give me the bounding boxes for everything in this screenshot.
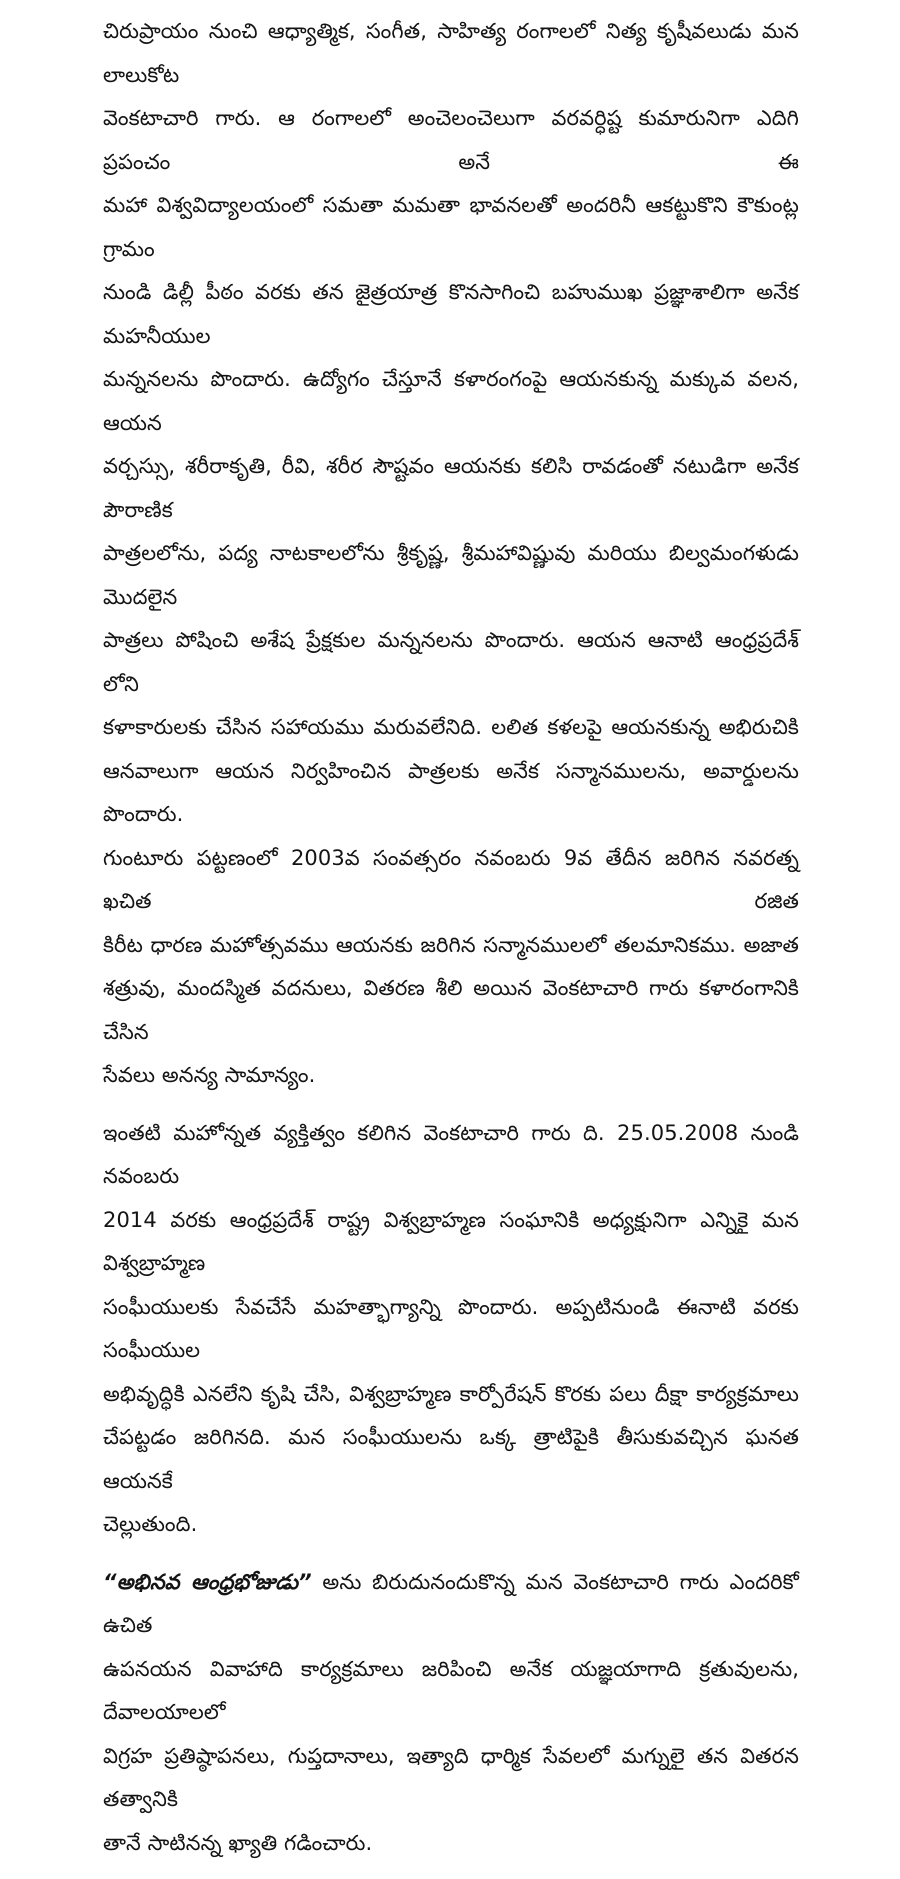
title-phrase: “అభినవ ఆంధ్రభోజుడు”: [103, 1569, 312, 1594]
paragraph: [103, 1561, 799, 1866]
text-line: [103, 271, 799, 358]
line-text: కిరీట ధారణ మహోత్సవము ఆయనకు జరిగిన సన్మానములలో తలమానికము. అజాత: [103, 932, 799, 957]
text-line: [103, 1054, 799, 1098]
line-text: సంఘీయులకు సేవచేసే మహత్భాగ్యాన్ని పొందారు. అప్పటినుండి ఈనాటి వరకు సంఘీయుల: [103, 1294, 799, 1362]
paragraph: [103, 10, 799, 1098]
text-line: [103, 1561, 799, 1648]
line-text: అను బిరుదునందుకొన్న మన వెంకటాచారి గారు ఎందరికో ఉచిత: [103, 1569, 799, 1637]
text-line: [103, 532, 799, 619]
line-text: మన్ననలను పొందారు. ఉద్యోగం చేస్తూనే కళారంగంపై ఆయనకున్న మక్కువ వలన, ఆయన: [103, 367, 799, 435]
text-line: [103, 1735, 799, 1822]
text-line: [103, 1199, 799, 1286]
line-text: చిరుప్రాయం నుంచి ఆధ్యాత్మిక, సంగీత, సాహిత్య రంగాలలో నిత్య కృషీవలుడు మన లాలుకోట: [103, 19, 799, 87]
text-line: [103, 706, 799, 750]
text-line: [103, 750, 799, 837]
line-text: చేపట్టడం జరిగినది. మన సంఘీయులను ఒక్క త్రాటిపైకి తీసుకువచ్చిన ఘనత ఆయనకే: [103, 1425, 799, 1493]
line-text: సేవలు అనన్య సామాన్యం.: [103, 1063, 316, 1087]
line-text: వెంకటాచారి గారు. ఆ రంగాలలో అంచెలంచెలుగా వరవర్ధిష్ట కుమారునిగా ఎదిగి ప్రపంచం అనే ఈ: [103, 106, 799, 174]
line-text: ఇంతటి మహోన్నత వ్యక్తిత్వం కలిగిన వెంకటాచారి గారు ది. 25.05.2008 నుండి నవంబరు: [103, 1120, 799, 1188]
text-line: [103, 924, 799, 968]
text-line: [103, 1286, 799, 1373]
line-text: మహా విశ్వవిద్యాలయంలో సమతా మమతా భావనలతో అందరినీ ఆకట్టుకొని కౌకుంట్ల గ్రామం: [103, 193, 799, 261]
line-text: విగ్రహ ప్రతిష్ఠాపనలు, గుప్తదానాలు, ఇత్యాది ధార్మిక సేవలలో మగ్నులై తన వితరన తత్వానికి: [103, 1743, 799, 1811]
text-line: [103, 837, 799, 924]
text-line: [103, 1648, 799, 1735]
text-line: [103, 1373, 799, 1417]
paragraph: [103, 1112, 799, 1547]
document-text-block: [103, 10, 799, 1879]
text-line: [103, 445, 799, 532]
text-line: [103, 967, 799, 1054]
line-text: తానే సాటినన్న ఖ్యాతి గడించారు.: [103, 1830, 373, 1855]
line-text: ఆనవాలుగా ఆయన నిర్వహించిన పాత్రలకు అనేక సన్మానములను, అవార్డులను పొందారు.: [103, 758, 799, 826]
text-line: [103, 97, 799, 184]
line-text: గుంటూరు పట్టణంలో 2003వ సంవత్సరం నవంబరు 9వ తేదీన జరిగిన నవరత్న ఖచిత రజిత: [103, 845, 799, 913]
line-text: కళాకారులకు చేసిన సహాయము మరువలేనిది. లలిత కళలపై ఆయనకున్న అభిరుచికి: [103, 715, 799, 739]
line-text: పాత్రలు పోషించి అశేష ప్రేక్షకుల మన్ననలను పొందారు. ఆయన ఆనాటి ఆంధ్రప్రదేశ్ లోని: [103, 628, 799, 696]
text-line: [103, 1416, 799, 1503]
text-line: [103, 1503, 799, 1547]
text-line: [103, 619, 799, 706]
line-text: ఉపనయన వివాహాది కార్యక్రమాలు జరిపించి అనేక యజ్ఞయాగాది క్రతువులను, దేవాలయాలలో: [103, 1656, 799, 1724]
line-text: నుండి డిల్లీ పీఠం వరకు తన జైత్రయాత్ర కొనసాగించి బహుముఖ ప్రజ్ఞాశాలిగా అనేక మహనీయుల: [103, 280, 799, 348]
line-text: చెల్లుతుంది.: [103, 1512, 198, 1536]
line-text: అభివృద్ధికి ఎనలేని కృషి చేసి, విశ్వబ్రాహ్మణ కార్పోరేషన్ కొరకు పలు దీక్షా కార్యక్రమాలు: [103, 1381, 799, 1406]
line-text: 2014 వరకు ఆంధ్రప్రదేశ్ రాష్ట్ర విశ్వబ్రాహ్మణ సంఘానికి అధ్యక్షునిగా ఎన్నికై మన విశ్వబ్రాహ్మణ: [103, 1207, 799, 1275]
line-text: పాత్రలలోను, పద్య నాటకాలలోను శ్రీకృష్ణ, శ్రీమహావిష్ణువు మరియు బిల్వమంగళుడు మొదలైన: [103, 541, 799, 609]
text-line: [103, 358, 799, 445]
line-text: వర్చస్సు, శరీరాకృతి, రీవి, శరీర సౌష్టవం ఆయనకు కలిసి రావడంతో నటుడిగా అనేక పౌరాణిక: [103, 454, 799, 522]
text-line: [103, 184, 799, 271]
text-line: [103, 10, 799, 97]
text-line: [103, 1112, 799, 1199]
line-text: శత్రువు, మందస్మిత వదనులు, వితరణ శీలి అయిన వెంకటాచారి గారు కళారంగానికి చేసిన: [103, 976, 799, 1044]
text-line: [103, 1822, 799, 1866]
